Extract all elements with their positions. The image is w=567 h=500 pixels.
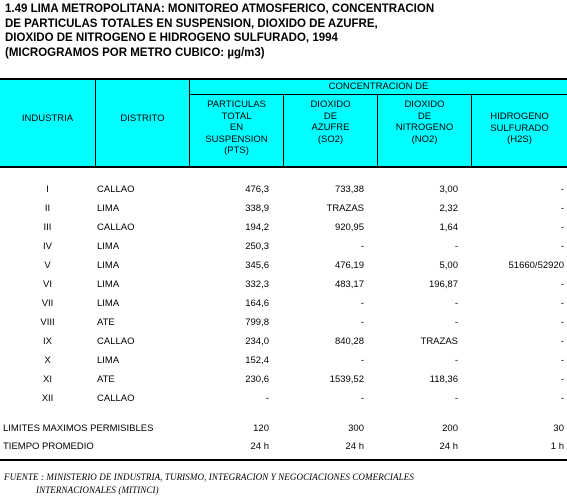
- source-note: [4, 471, 414, 496]
- source-line-2: INTERNACIONALES (MITINCI): [36, 484, 159, 495]
- cell-dis: CALLAO: [97, 393, 135, 404]
- cell-no2: TRAZAS: [420, 336, 458, 347]
- cell-h2s: 51660/52920: [508, 260, 564, 271]
- tiempo-so2: 24 h: [345, 441, 364, 452]
- cell-pts: 799,8: [245, 317, 269, 328]
- table-row: [0, 238, 567, 257]
- cell-no2: -: [454, 355, 458, 366]
- cell-no2: 2,32: [439, 203, 458, 214]
- table-row: [0, 257, 567, 276]
- cell-dis: CALLAO: [97, 184, 135, 195]
- cell-so2: TRAZAS: [326, 203, 364, 214]
- cell-ind: V: [44, 260, 51, 271]
- cell-h2s: -: [560, 279, 564, 290]
- cell-no2: -: [454, 298, 458, 309]
- header-h2s: HIDROGENO SULFURADO (H2S): [490, 111, 549, 146]
- cell-no2: 5,00: [439, 260, 458, 271]
- cell-dis: LIMA: [97, 241, 120, 252]
- cell-ind: VIII: [40, 317, 55, 328]
- table-row: [0, 314, 567, 333]
- cell-pts: 345,6: [245, 260, 269, 271]
- header-industria: INDUSTRIA: [21, 113, 74, 124]
- header-pts: PARTICULAS TOTAL EN SUSPENSION (PTS): [205, 99, 268, 157]
- limites-label: LIMITES MAXIMOS PERMISIBLES: [3, 423, 154, 434]
- cell-h2s: -: [560, 374, 564, 385]
- tiempo-label: TIEMPO PROMEDIO: [3, 441, 94, 452]
- table-row: [0, 333, 567, 352]
- cell-dis: ATE: [97, 374, 115, 385]
- tiempo-no2: 24 h: [439, 441, 458, 452]
- cell-so2: 1539,52: [329, 374, 364, 385]
- limites-so2: 300: [348, 423, 364, 434]
- cell-ind: XI: [43, 374, 52, 385]
- table-row: [0, 390, 567, 409]
- limites-row: [0, 420, 567, 439]
- table-row: [0, 181, 567, 200]
- header-distrito: DISTRITO: [120, 113, 165, 124]
- cell-dis: ATE: [97, 317, 115, 328]
- cell-dis: CALLAO: [97, 222, 135, 233]
- cell-so2: -: [360, 393, 364, 404]
- header-divider: [189, 94, 567, 95]
- cell-pts: 164,6: [245, 298, 269, 309]
- cell-no2: 196,87: [428, 279, 458, 290]
- title-line-2: DE PARTICULAS TOTALES EN SUSPENSION, DIOXIDO DE AZUFRE,: [5, 17, 378, 30]
- cell-dis: LIMA: [97, 279, 120, 290]
- cell-dis: LIMA: [97, 203, 120, 214]
- cell-no2: 3,00: [439, 184, 458, 195]
- cell-ind: IV: [43, 241, 52, 252]
- cell-so2: 840,28: [334, 336, 364, 347]
- cell-so2: 733,38: [334, 184, 364, 195]
- cell-h2s: -: [560, 222, 564, 233]
- cell-so2: -: [360, 317, 364, 328]
- cell-so2: -: [360, 355, 364, 366]
- cell-h2s: -: [560, 393, 564, 404]
- table-row: [0, 200, 567, 219]
- cell-pts: 230,6: [245, 374, 269, 385]
- cell-dis: LIMA: [97, 260, 120, 271]
- cell-pts: 332,3: [245, 279, 269, 290]
- title-line-3: DIOXIDO DE NITROGENO E HIDROGENO SULFURADO, 1994: [5, 32, 338, 44]
- cell-ind: VI: [43, 279, 52, 290]
- cell-h2s: -: [560, 355, 564, 366]
- cell-so2: 920,95: [334, 222, 364, 233]
- cell-pts: 234,0: [245, 336, 269, 347]
- title-line-1: 1.49 LIMA METROPOLITANA: MONITOREO ATMOSFERICO, CONCENTRACION: [5, 3, 435, 15]
- cell-h2s: -: [560, 184, 564, 195]
- header-no2: DIOXIDO DE NITROGENO (NO2): [395, 99, 454, 145]
- cell-h2s: -: [560, 203, 564, 214]
- cell-pts: 194,2: [245, 222, 269, 233]
- cell-h2s: -: [560, 241, 564, 252]
- cell-so2: -: [360, 298, 364, 309]
- cell-ind: III: [43, 222, 52, 233]
- cell-ind: IX: [43, 336, 52, 347]
- cell-ind: I: [46, 184, 49, 195]
- table-header: [0, 78, 567, 168]
- cell-no2: 1,64: [439, 222, 458, 233]
- cell-no2: -: [454, 241, 458, 252]
- header-concentracion: CONCENTRACION DE: [328, 81, 429, 92]
- tiempo-h2s: 1 h: [550, 441, 564, 452]
- table-row: [0, 295, 567, 314]
- tiempo-pts: 24 h: [250, 441, 269, 452]
- cell-ind: XII: [41, 393, 54, 404]
- cell-no2: -: [454, 317, 458, 328]
- cell-dis: LIMA: [97, 298, 120, 309]
- cell-dis: LIMA: [97, 355, 120, 366]
- table-title: [5, 2, 434, 60]
- header-so2: DIOXIDO DE AZUFRE (SO2): [310, 99, 351, 145]
- cell-h2s: -: [560, 317, 564, 328]
- source-line-1: FUENTE : MINISTERIO DE INDUSTRIA, TURISMO, INTEGRACION Y NEGOCIACIONES COMERCIALES: [4, 472, 414, 482]
- cell-so2: -: [360, 241, 364, 252]
- table-row: [0, 219, 567, 238]
- cell-pts: 152,4: [245, 355, 269, 366]
- table-bottom-rule: [0, 459, 567, 461]
- cell-pts: 250,3: [245, 241, 269, 252]
- cell-pts: -: [265, 393, 269, 404]
- cell-h2s: -: [560, 298, 564, 309]
- limites-no2: 200: [442, 423, 458, 434]
- table-row: [0, 352, 567, 371]
- cell-no2: -: [454, 393, 458, 404]
- tiempo-row: [0, 438, 567, 457]
- limites-pts: 120: [253, 423, 269, 434]
- cell-dis: CALLAO: [97, 336, 135, 347]
- cell-ind: X: [44, 355, 51, 366]
- cell-no2: 118,36: [429, 374, 458, 385]
- cell-pts: 476,3: [245, 184, 269, 195]
- cell-ind: II: [44, 203, 51, 214]
- cell-so2: 476,19: [334, 260, 364, 271]
- cell-pts: 338,9: [245, 203, 269, 214]
- cell-so2: 483,17: [334, 279, 364, 290]
- title-line-4: (MICROGRAMOS POR METRO CUBICO: µg/m3): [5, 46, 265, 59]
- limites-h2s: 30: [553, 423, 564, 434]
- cell-h2s: -: [560, 336, 564, 347]
- cell-ind: VII: [41, 298, 54, 309]
- table-row: [0, 276, 567, 295]
- table-row: [0, 371, 567, 390]
